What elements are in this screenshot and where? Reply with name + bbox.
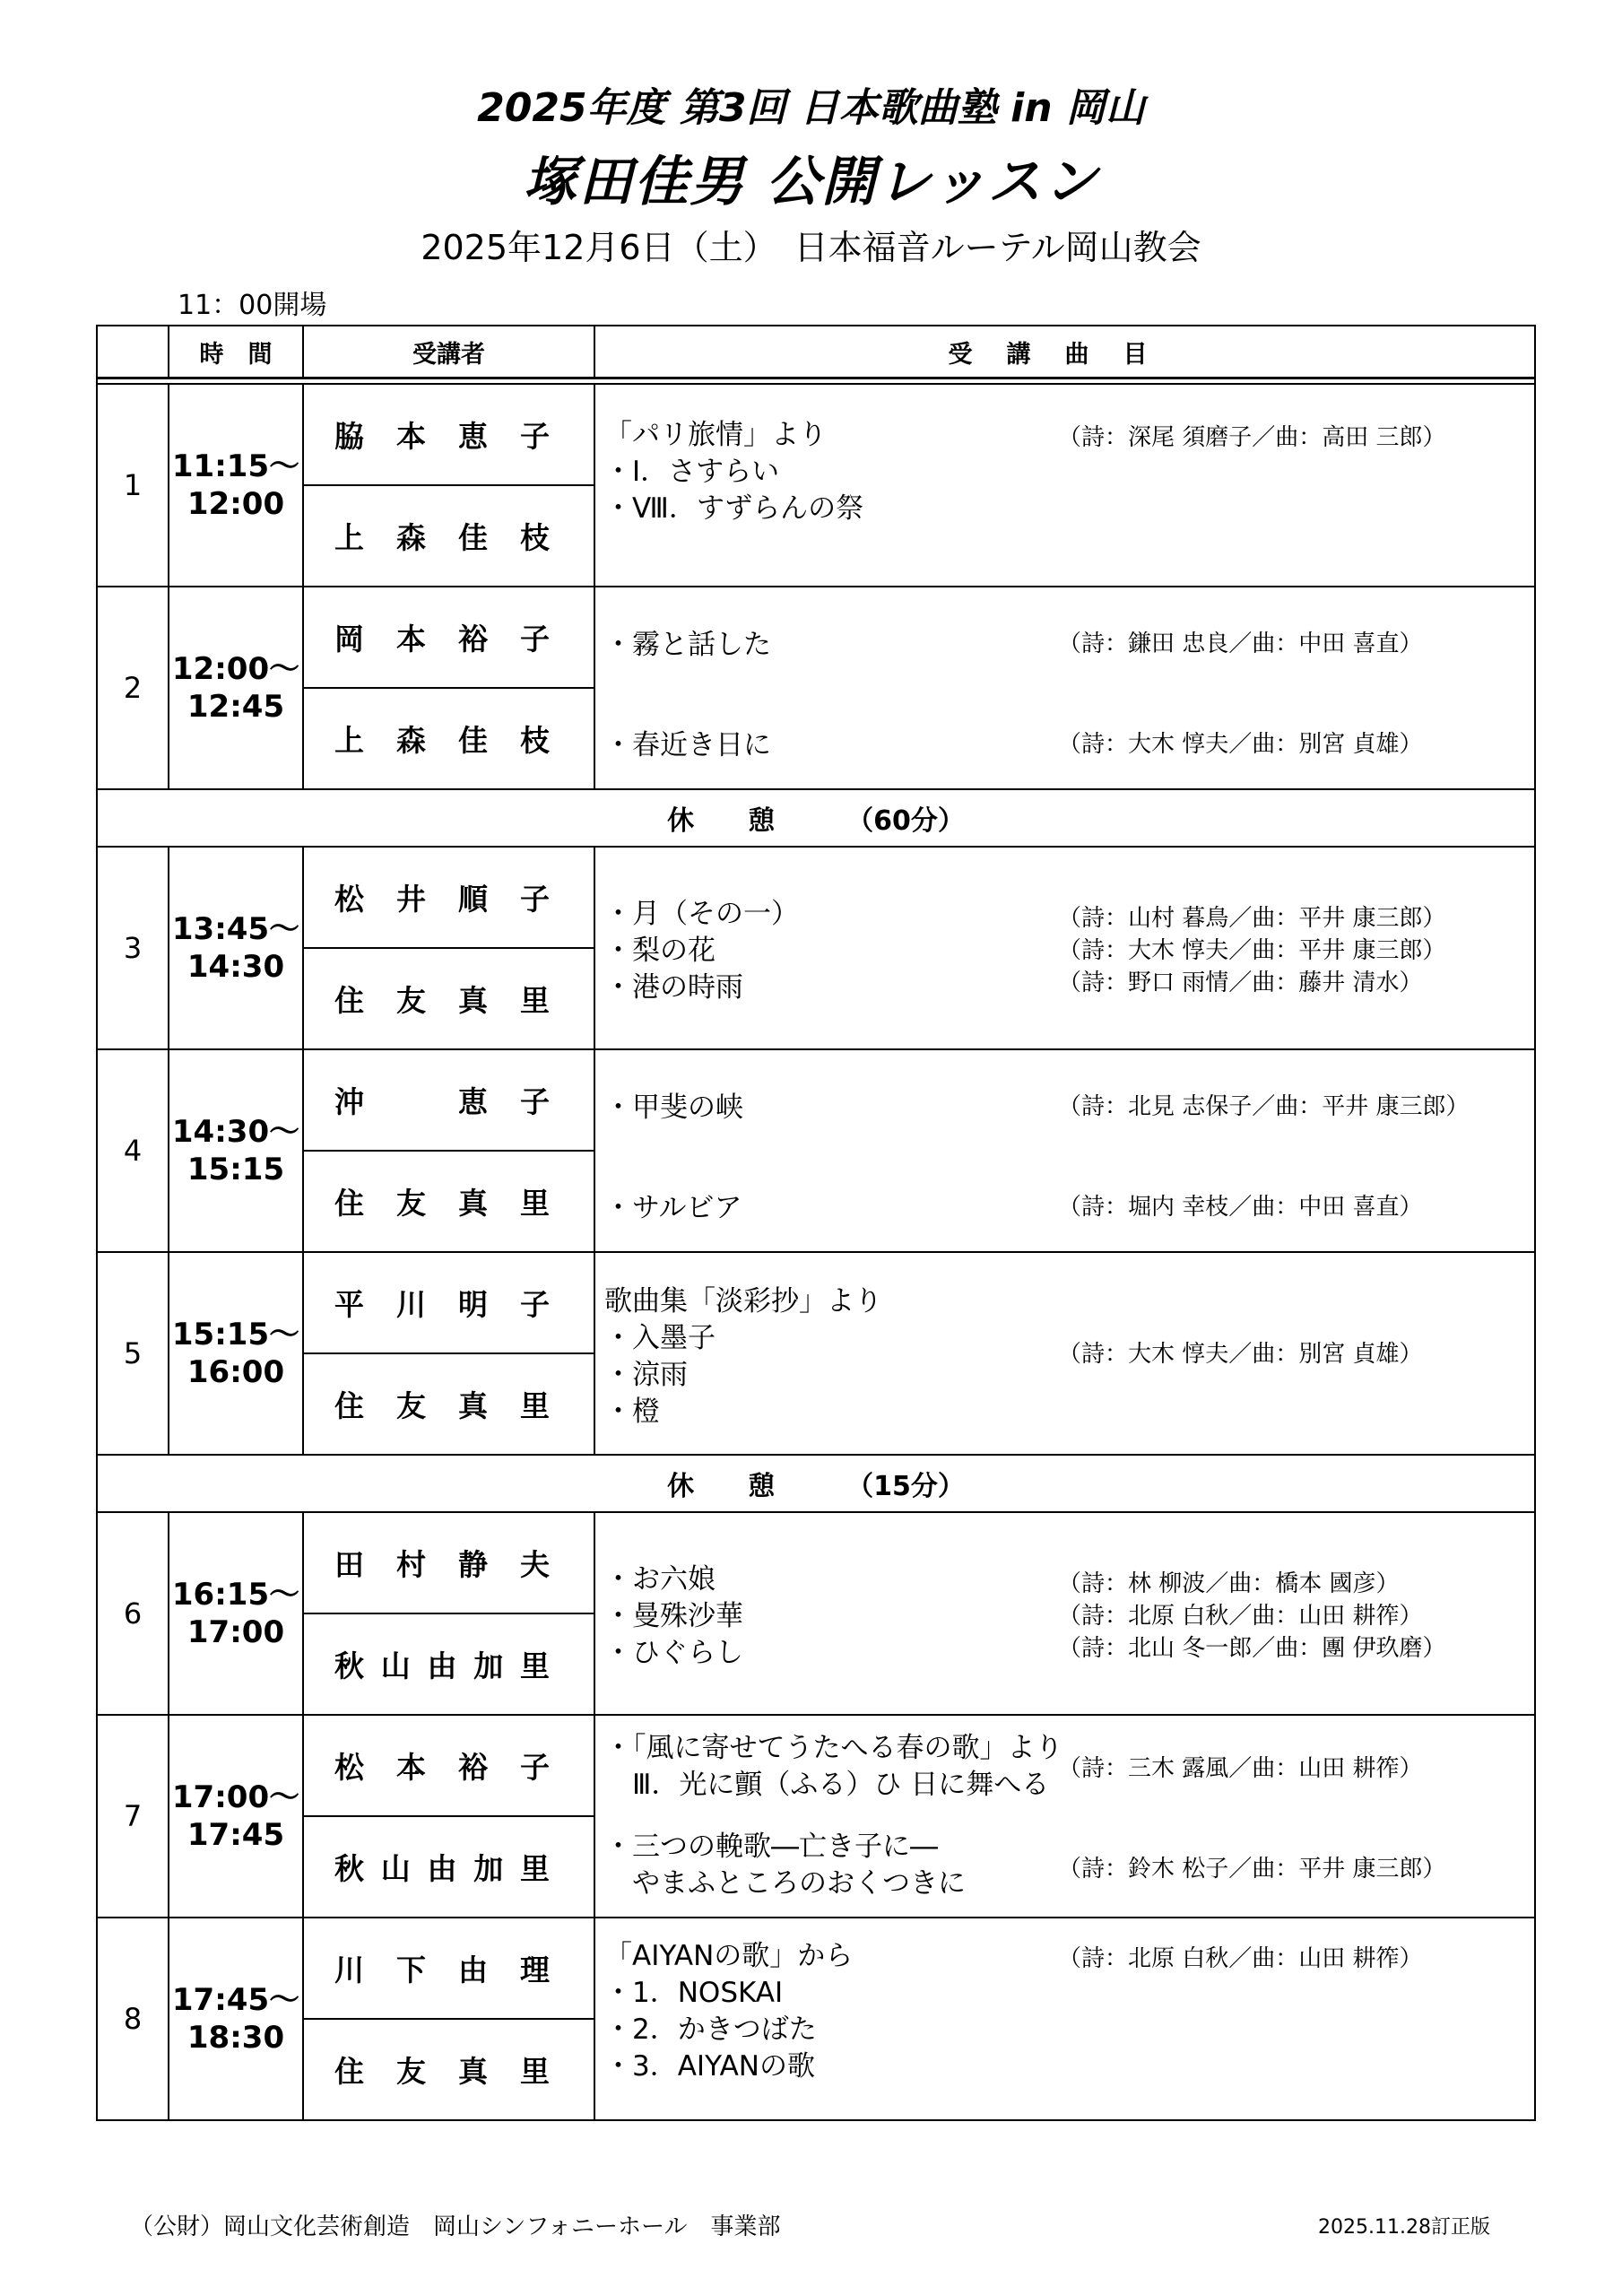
song-title: ・Ⅰ．さすらい (604, 456, 780, 488)
song-credit: （詩：山村 暮鳥／曲：平井 康三郎） (1058, 905, 1446, 932)
time-end: 12:45 (186, 689, 285, 725)
break-duration: （60分） (846, 805, 965, 837)
song-title: ・Ⅷ．すずらんの祭 (604, 492, 864, 525)
student-name-text: 脇本恵子 (334, 419, 550, 454)
break-label: 休憩 (667, 805, 829, 837)
song-title: ・ひぐらし (604, 1637, 743, 1669)
student-name (303, 1715, 594, 1816)
student-name (303, 1918, 594, 2019)
session-number: 3 (97, 847, 169, 1049)
song-title: ・お六娘 (604, 1563, 716, 1596)
time-end: 18:30 (186, 2020, 285, 2056)
song-title: ・梨の花 (604, 935, 716, 967)
student-name-text: 住友真里 (334, 1186, 550, 1221)
song-title: ・春近き日に (604, 729, 771, 761)
song-title: ・橙 (604, 1396, 660, 1428)
time-start: 16:15〜 (171, 1577, 300, 1613)
song-title: 「AIYANの歌」から (604, 1940, 854, 1972)
time-start: 17:00〜 (171, 1779, 300, 1815)
table-row (97, 847, 1535, 948)
student-name (303, 1151, 594, 1252)
song-title: ・入墨子 (604, 1322, 716, 1354)
session-time (169, 1512, 303, 1715)
student-name-text: 松井順子 (334, 882, 550, 917)
song-credit: （詩：野口 雨情／曲：藤井 清水） (1058, 970, 1423, 996)
student-name-text: 住友真里 (334, 983, 550, 1018)
table-row (97, 1512, 1535, 1613)
session-number: 4 (97, 1049, 169, 1252)
table-header-row (97, 326, 1535, 378)
student-name (303, 587, 594, 688)
song-list (594, 847, 1535, 1049)
time-end: 17:00 (186, 1614, 285, 1650)
table-row (97, 1049, 1535, 1151)
student-name-text: 岡本裕子 (334, 622, 550, 657)
time-end: 12:00 (186, 486, 285, 522)
student-name-text: 川下由理 (334, 1952, 550, 1987)
song-list (594, 1715, 1535, 1918)
song-credit: （詩：大木 惇夫／曲：別宮 貞雄） (1058, 1341, 1423, 1368)
time-start: 15:15〜 (171, 1317, 300, 1352)
event-series-title: 2025年度 第3回 日本歌曲塾 in 岡山 (477, 85, 1145, 131)
student-name-text: 秋山由加里 (334, 1648, 550, 1683)
song-list (594, 1918, 1535, 2120)
song-credit: （詩：北山 冬一郎／曲：團 伊玖磨） (1058, 1635, 1446, 1662)
footer-revision: 2025.11.28訂正版 (1318, 2216, 1490, 2239)
student-name (303, 1049, 594, 1151)
student-name (303, 1252, 594, 1353)
break-cell (97, 789, 1535, 847)
song-title: ・曼殊沙華 (604, 1600, 743, 1632)
student-name (303, 2019, 594, 2120)
song-title: ・1．NOSKAI (604, 1977, 784, 2009)
song-list (594, 1512, 1535, 1715)
break-row (97, 789, 1535, 847)
song-credit: （詩：鎌田 忠良／曲：中田 喜直） (1058, 631, 1423, 657)
header-no (97, 326, 169, 378)
time-start: 17:45〜 (171, 1982, 300, 2018)
student-name-text: 住友真里 (334, 1388, 550, 1423)
student-name (303, 948, 594, 1049)
doors-open-time: 11：00開場 (178, 290, 327, 321)
song-title: やまふところのおくつきに (604, 1867, 966, 1900)
song-credit: （詩：北原 白秋／曲：山田 耕筰） (1058, 1945, 1423, 1972)
song-credit: （詩：堀内 幸枝／曲：中田 喜直） (1058, 1194, 1423, 1221)
student-name (303, 1613, 594, 1715)
table-row (97, 384, 1535, 485)
student-name-text: 平川明子 (334, 1287, 550, 1322)
song-title: ・3．AIYANの歌 (604, 2050, 815, 2083)
song-credit: （詩：三木 露風／曲：山田 耕筰） (1058, 1755, 1423, 1782)
session-number: 5 (97, 1252, 169, 1455)
student-name-text: 田村静夫 (334, 1547, 550, 1582)
break-label: 休憩 (667, 1471, 829, 1502)
song-credit: （詩：大木 惇夫／曲：別宮 貞雄） (1058, 731, 1423, 758)
header-songs: 受講曲目 (594, 326, 1535, 378)
time-end: 16:00 (186, 1354, 285, 1390)
student-name (303, 688, 594, 789)
song-title: ・サルビア (604, 1192, 742, 1224)
song-credit: （詩：林 柳波／曲：橋本 國彦） (1058, 1570, 1400, 1597)
student-name-text: 秋山由加里 (334, 1851, 550, 1886)
song-credit: （詩：鈴木 松子／曲：平井 康三郎） (1058, 1856, 1446, 1883)
footer-organizer: （公財）岡山文化芸術創造 岡山シンフォニーホール 事業部 (130, 2213, 781, 2240)
session-time (169, 1918, 303, 2120)
student-name-text: 上森佳枝 (334, 723, 550, 758)
song-credit: （詩：北原 白秋／曲：山田 耕筰） (1058, 1603, 1423, 1630)
song-list (594, 1252, 1535, 1455)
song-title: ・涼雨 (604, 1359, 688, 1391)
session-time (169, 1715, 303, 1918)
session-time (169, 1049, 303, 1252)
session-time (169, 587, 303, 789)
time-start: 14:30〜 (171, 1114, 300, 1150)
student-name-text: 上森佳枝 (334, 520, 550, 555)
session-number: 8 (97, 1918, 169, 2120)
session-number: 1 (97, 384, 169, 587)
time-start: 11:15〜 (171, 448, 300, 484)
session-number: 2 (97, 587, 169, 789)
header-time: 時 間 (169, 326, 303, 378)
song-title: ・月（その一） (604, 898, 799, 930)
table-row (97, 1715, 1535, 1816)
break-row (97, 1455, 1535, 1512)
table-row (97, 1918, 1535, 2019)
song-title: ・「風に寄せてうたへる春の歌」より (604, 1732, 1063, 1764)
time-end: 15:15 (186, 1152, 285, 1187)
song-title: 歌曲集「淡彩抄」より (604, 1285, 882, 1318)
student-name (303, 384, 594, 485)
song-title: ・港の時雨 (604, 971, 743, 1004)
song-credit: （詩：北見 志保子／曲：平井 康三郎） (1058, 1093, 1470, 1120)
time-start: 13:45〜 (171, 911, 300, 947)
page-title: 塚田佳男 公開レッスン (523, 151, 1099, 213)
song-list (594, 1049, 1535, 1252)
song-title: Ⅲ．光に顫（ふる）ひ 日に舞へる (604, 1769, 1050, 1801)
song-title: ・2．かきつばた (604, 2013, 817, 2046)
student-name (303, 847, 594, 948)
session-number: 6 (97, 1512, 169, 1715)
table-row (97, 1252, 1535, 1353)
session-number: 7 (97, 1715, 169, 1918)
student-name (303, 1512, 594, 1613)
break-duration: （15分） (846, 1471, 965, 1502)
session-time (169, 847, 303, 1049)
song-title: ・三つの輓歌―亡き子に― (604, 1831, 938, 1863)
schedule-table (96, 325, 1536, 2121)
time-start: 12:00〜 (171, 651, 300, 687)
session-time (169, 384, 303, 587)
time-end: 14:30 (186, 949, 285, 985)
song-list (594, 587, 1535, 789)
student-name (303, 1816, 594, 1918)
table-row (97, 587, 1535, 688)
session-time (169, 1252, 303, 1455)
student-name-text: 住友真里 (334, 2054, 550, 2089)
song-title: ・霧と話した (604, 629, 771, 661)
song-credit: （詩：大木 惇夫／曲：平井 康三郎） (1058, 937, 1446, 964)
time-end: 17:45 (186, 1817, 285, 1853)
date-venue: 2025年12月6日（土） 日本福音ルーテル岡山教会 (421, 228, 1201, 267)
student-name (303, 485, 594, 587)
student-name (303, 1353, 594, 1455)
header-students: 受講者 (303, 326, 594, 378)
break-cell (97, 1455, 1535, 1512)
student-name-text: 沖 恵子 (334, 1084, 550, 1119)
song-credit: （詩：深尾 須磨子／曲：高田 三郎） (1058, 424, 1446, 451)
student-name-text: 松本裕子 (334, 1750, 550, 1785)
song-title: ・甲斐の峡 (604, 1091, 743, 1124)
song-list (594, 384, 1535, 587)
song-title: 「パリ旅情」より (604, 419, 827, 451)
